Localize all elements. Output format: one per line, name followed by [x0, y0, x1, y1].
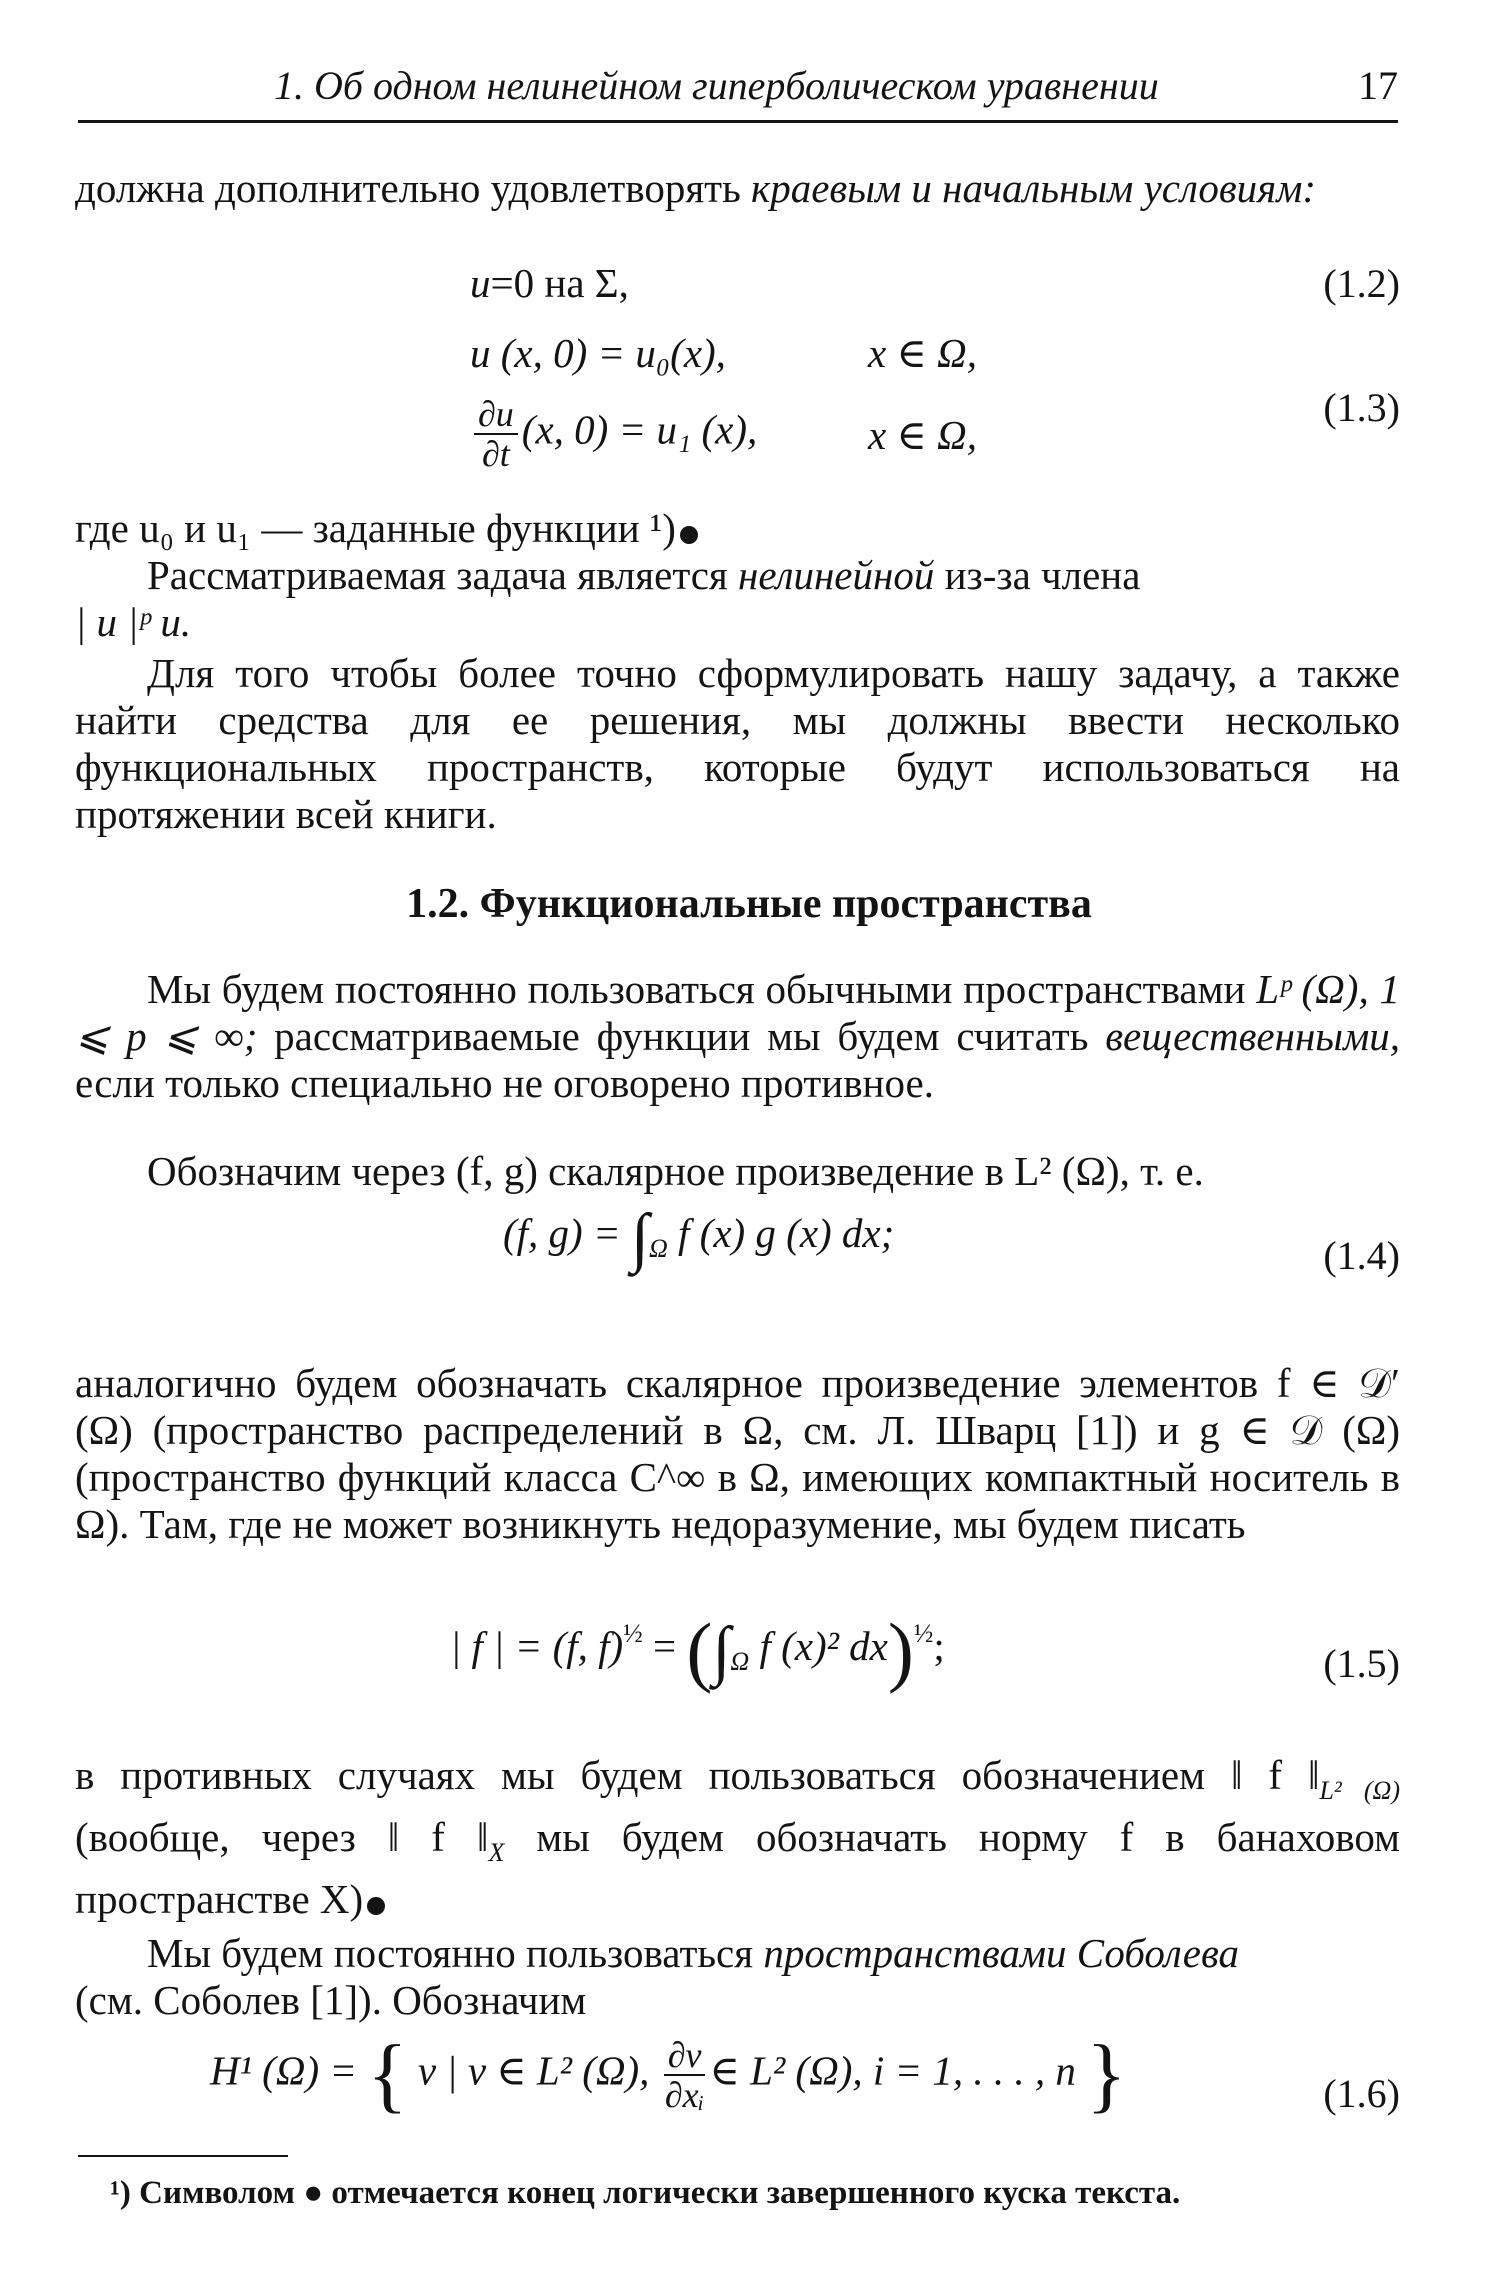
integral-sign: ∫ [630, 1201, 649, 1275]
paragraph-lp-spaces: Мы будем постоянно пользоваться обычными пространствами Lᵖ (Ω), 1 ⩽ p ⩽ ∞; рассматриваемые функции мы будем считать вещественными, если только специально не оговорено противное. [75, 966, 1400, 1106]
equation-1-3-initial-value: u (x, 0) = u₀(x), [470, 330, 726, 376]
equation-number-1-5: (1.5) [1323, 1641, 1400, 1686]
paragraph-given-functions: где u₀ и u₁ — заданные функции ¹) [75, 505, 1400, 552]
paragraph-nonlinear: Рассматриваемая задача является нелинейной из-за члена | u |ᵖ u. [75, 552, 1141, 645]
running-header [78, 50, 1398, 123]
equation-1-3-condition-a: x ∈ Ω, [868, 330, 977, 376]
paragraph-sobolev: Мы будем постоянно пользоваться пространствами Соболева (см. Соболев [1]). Обозначим [75, 1930, 1240, 2023]
footnote-rule [78, 2155, 288, 2157]
section-heading: 1.2. Функциональные пространства [406, 881, 1092, 927]
paragraph-scalar-product: Обозначим через (f, g) скалярное произведение в L² (Ω), т. е. [147, 1148, 1204, 1194]
header-title: 1. Об одном нелинейном гиперболическом уравнении [274, 63, 1159, 108]
equation-1-4: (f, $g) = \int_\Omega$ f (x) g (x) dx; [503, 1201, 895, 1275]
paragraph-norm-notation: в противных случаях мы будем пользоваться обозначением ‖ f $‖_{L^2 (\Omega)}$ (вообще, через ‖ f $‖_X$ мы будем обозначать норму f в банаховом пространстве X) [75, 1752, 1401, 1922]
equation-number-1-2: (1.2) [1323, 261, 1400, 306]
equation-1-5: | f | = (f, $f)^{\frac{1}{2}} = (\int_\Omega$ f (x)² dx)$^{\frac{1}{2}}$; [450, 1607, 945, 1695]
paragraph-boundary-conditions: должна дополнительно удовлетворять краевым и начальным условиям: [75, 165, 1317, 211]
paragraph-function-spaces-intro: Для того чтобы более точно сформулировать нашу задачу, а также найти средства для ее решения, мы должны ввести несколько функциональных пространств, которые будут использоваться на протяжении всей книги. [75, 650, 1400, 837]
equation-1-3-condition-b: x ∈ Ω, [868, 412, 977, 458]
end-marker-icon-2 [367, 1897, 385, 1915]
paragraph-distributions: аналогично будем обозначать скалярное произведение элементов f ∈ 𝒟′ (Ω) (пространство распределений в Ω, см. Л. Шварц [1]) и g ∈ 𝒟 (Ω) (пространство функций класса C^∞ в Ω, имеющих компактный носитель в Ω). Там, где не может возникнуть недоразумение, мы будем писать [75, 1360, 1400, 1547]
page-number: 17 [1358, 63, 1398, 108]
integral-sign-2: ∫ [712, 1614, 731, 1688]
equation-1-2: u=0 на Σ, [470, 260, 629, 306]
fraction-du-dt: $\frac{\partial u}{\partial t}$ [474, 395, 518, 473]
equation-number-1-4: (1.4) [1323, 1233, 1400, 1278]
fraction-dv-dxi: $\frac{\partial v}{\text{∂xᵢ}}$ [664, 2035, 705, 2115]
end-marker-icon [680, 526, 698, 544]
equation-number-1-3: (1.3) [1323, 385, 1400, 430]
footnote: ¹) Символом ● отмечается конец логически завершенного куска текста. [110, 2175, 1181, 2211]
equation-1-3-initial-velocity: $\frac{\partial u}{\partial t}$ (x, 0) = u₁ (x), [470, 395, 757, 473]
equation-1-6: H¹ (Ω) = { v | v ∈ L² (Ω), $\frac{\partial v}{\text{∂xᵢ}}$ ∈ L² (Ω), i = 1, . . . , n } [210, 2028, 1127, 2122]
equation-number-1-6: (1.6) [1323, 2071, 1400, 2116]
